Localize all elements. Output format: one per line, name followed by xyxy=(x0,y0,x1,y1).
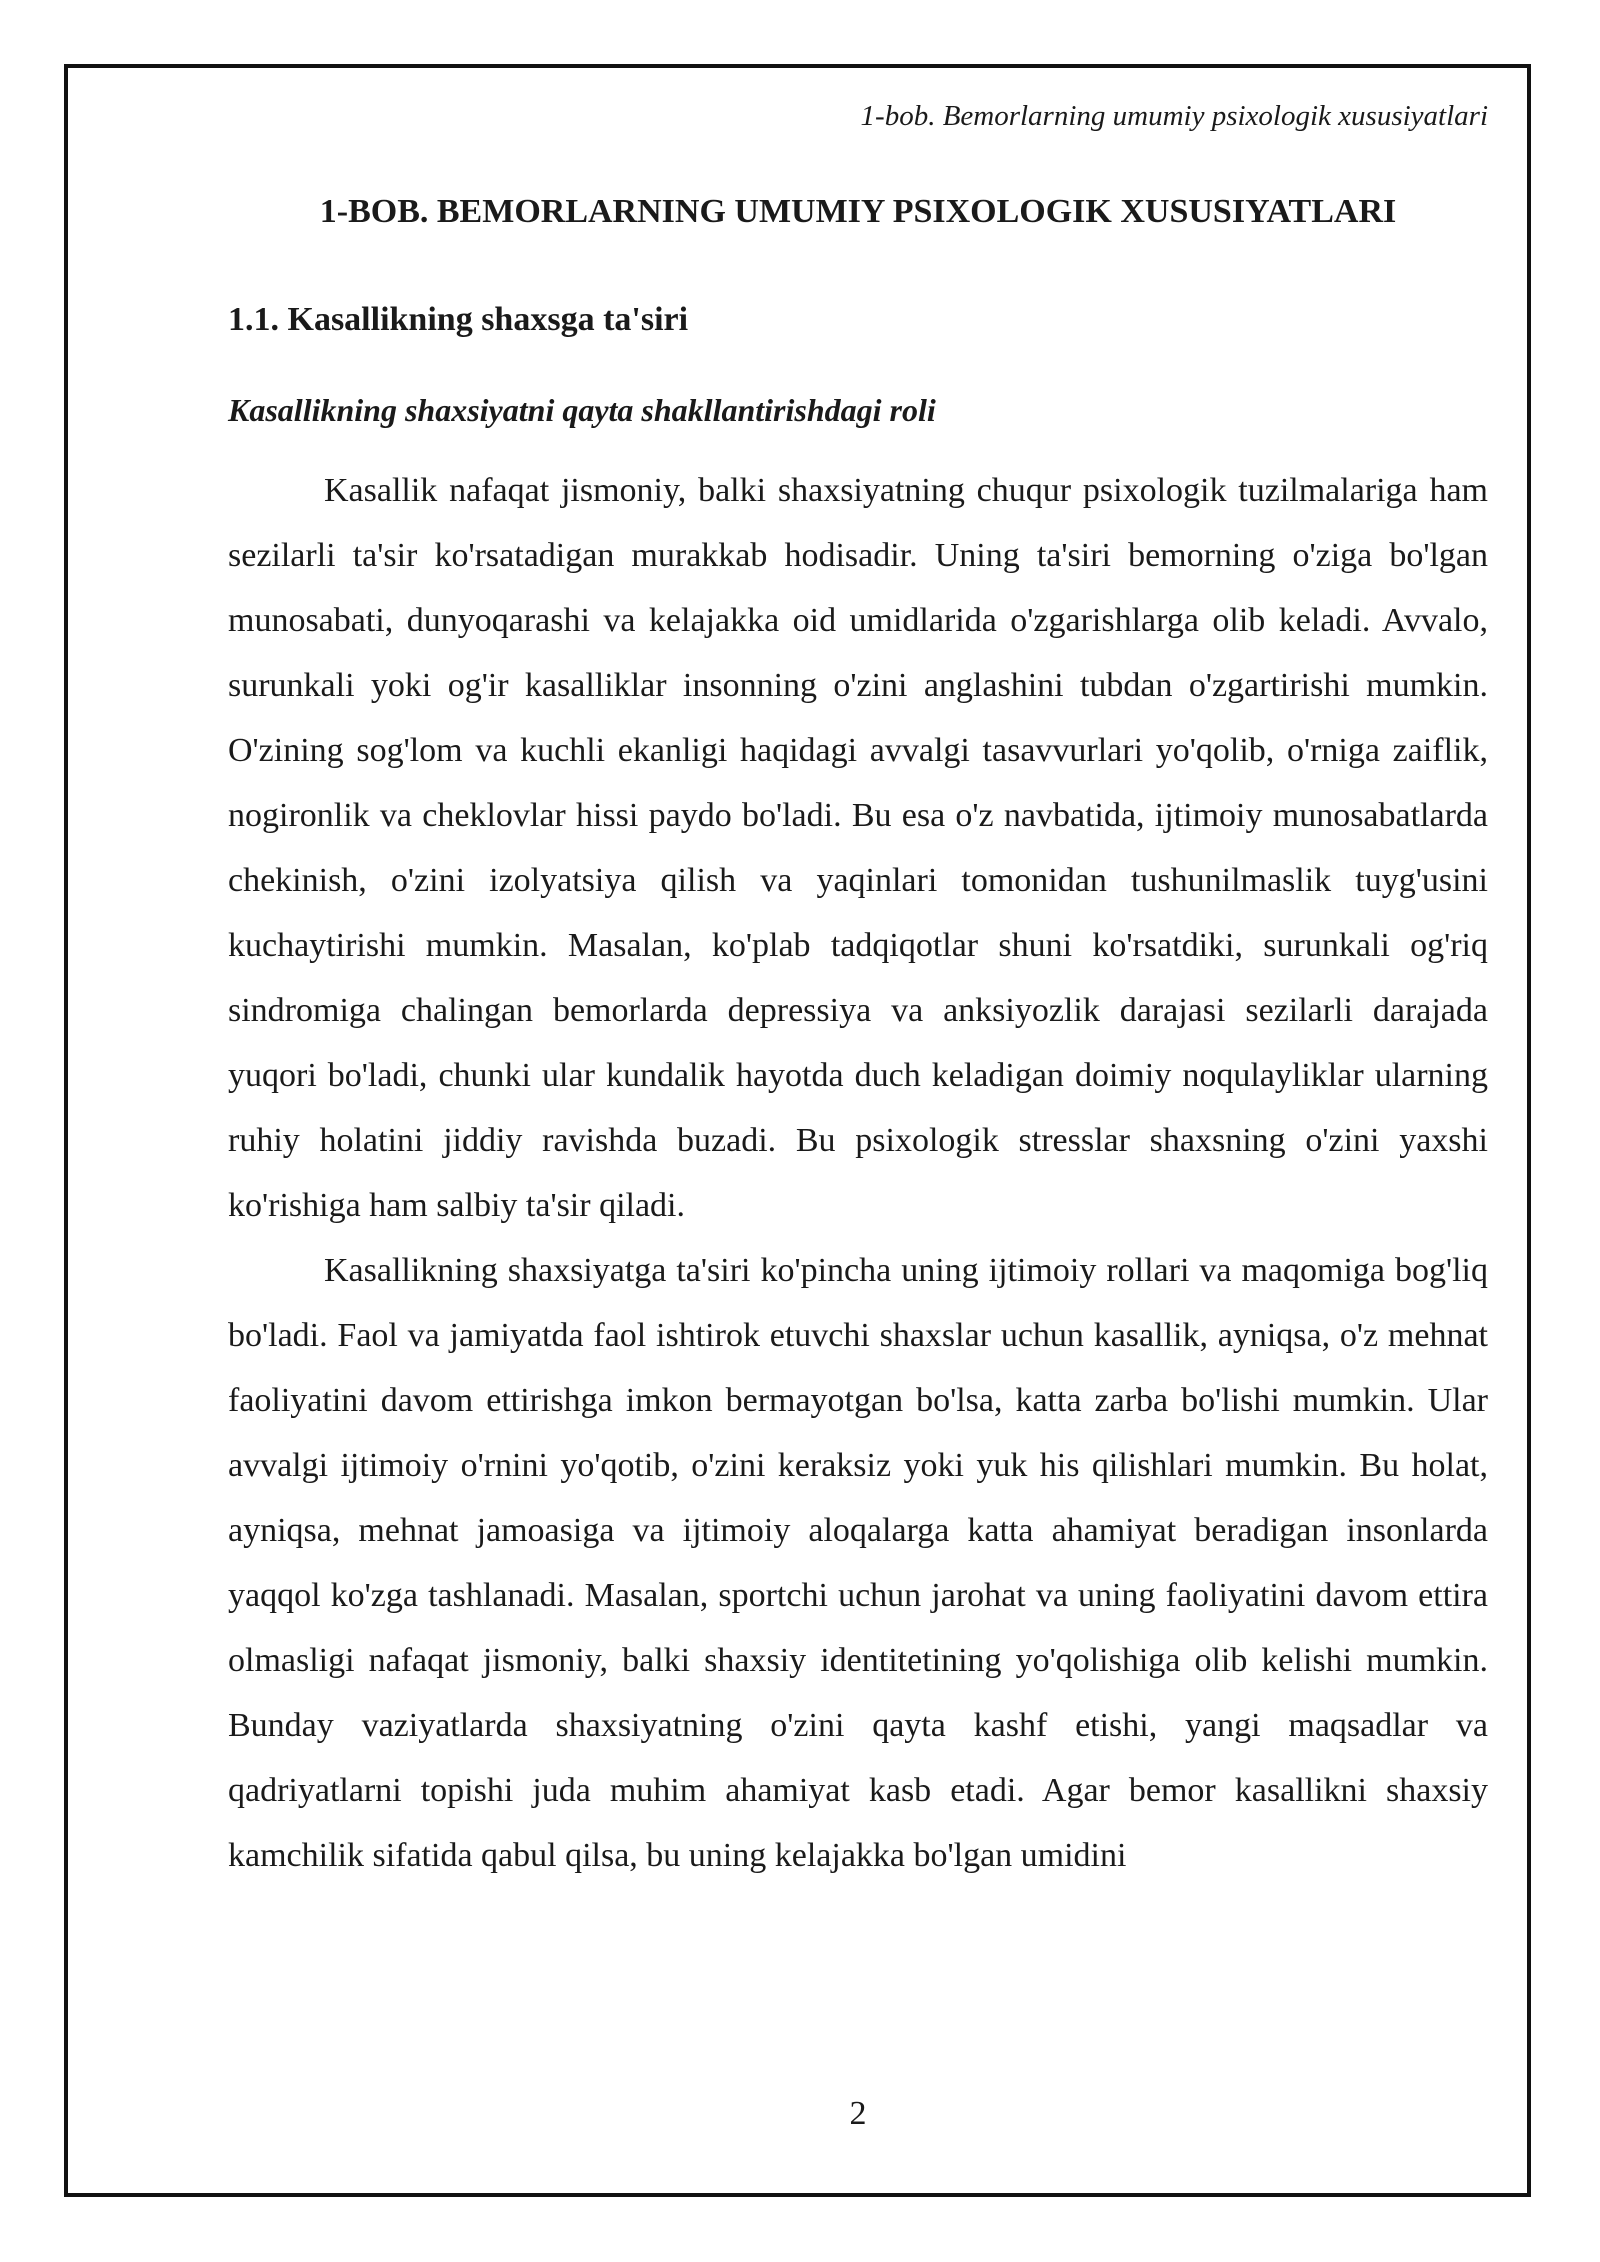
body-paragraph: Kasallikning shaxsiyatga ta'siri ko'pincha uning ijtimoiy rollari va maqomiga bog'liq bo'ladi. Faol va jamiyatda faol ishtirok etuvchi shaxslar uchun kasallik, ayniqsa, o'z mehnat faoliyatini davom ettirishga imkon bermayotgan bo'lsa, katta zarba bo'lishi mumkin. Ular avvalgi ijtimoiy o'rnini yo'qotib, o'zini keraksiz yoki yuk his qilishlari mumkin. Bu holat, ayniqsa, mehnat jamoasiga va ijtimoiy aloqalarga katta ahamiyat beradigan insonlarda yaqqol ko'zga tashlanadi. Masalan, sportchi uchun jarohat va uning faoliyatini davom ettira olmasligi nafaqat jismoniy, balki shaxsiy identitetining yo'qolishiga olib kelishi mumkin. Bunday vaziyatlarda shaxsiyatning o'zini qayta kashf etishi, yangi maqsadlar va qadriyatlarni topishi juda muhim ahamiyat kasb etadi. Agar bemor kasallikni shaxsiy kamchilik sifatida qabul qilsa, bu uning kelajakka bo'lgan umidini xyxy=(228,1252,1488,1874)
running-header: 1-bob. Bemorlarning umumiy psixologik xususiyatlari xyxy=(860,100,1488,132)
chapter-title: 1-BOB. BEMORLARNING UMUMIY PSIXOLOGIK XUSUSIYATLARI xyxy=(319,193,1397,230)
body-paragraph: Kasallik nafaqat jismoniy, balki shaxsiyatning chuqur psixologik tuzilmalariga ham sezilarli ta'sir ko'rsatadigan murakkab hodisadir. Uning ta'siri bemorning o'ziga bo'lgan munosabati, dunyoqarashi va kelajakka oid umidlarida o'zgarishlarga olib keladi. Avvalo, surunkali yoki og'ir kasalliklar insonning o'zini anglashini tubdan o'zgartirishi mumkin. O'zining sog'lom va kuchli ekanligi haqidagi avvalgi tasavvurlari yo'qolib, o'rniga zaiflik, nogironlik va cheklovlar hissi paydo bo'ladi. Bu esa o'z navbatida, ijtimoiy munosabatlarda chekinish, o'zini izolyatsiya qilish va yaqinlari tomonidan tushunilmaslik tuyg'usini kuchaytirishi mumkin. Masalan, ko'plab tadqiqotlar shuni ko'rsatdiki, surunkali og'riq sindromiga chalingan bemorlarda depressiya va anksiyozlik darajasi sezilarli darajada yuqori bo'ladi, chunki ular kundalik hayotda duch keladigan doimiy noqulayliklar ularning ruhiy holatini jiddiy ravishda buzadi. Bu psixologik stresslar shaxsning o'zini yaxshi ko'rishiga ham salbiy ta'sir qiladi. xyxy=(228,472,1488,1224)
body-text xyxy=(228,458,1488,1888)
subsection-title: Kasallikning shaxsiyatni qayta shakllantirishdagi roli xyxy=(228,392,936,428)
section-title: 1.1. Kasallikning shaxsga ta'siri xyxy=(228,301,689,338)
page-number: 2 xyxy=(849,2095,867,2132)
